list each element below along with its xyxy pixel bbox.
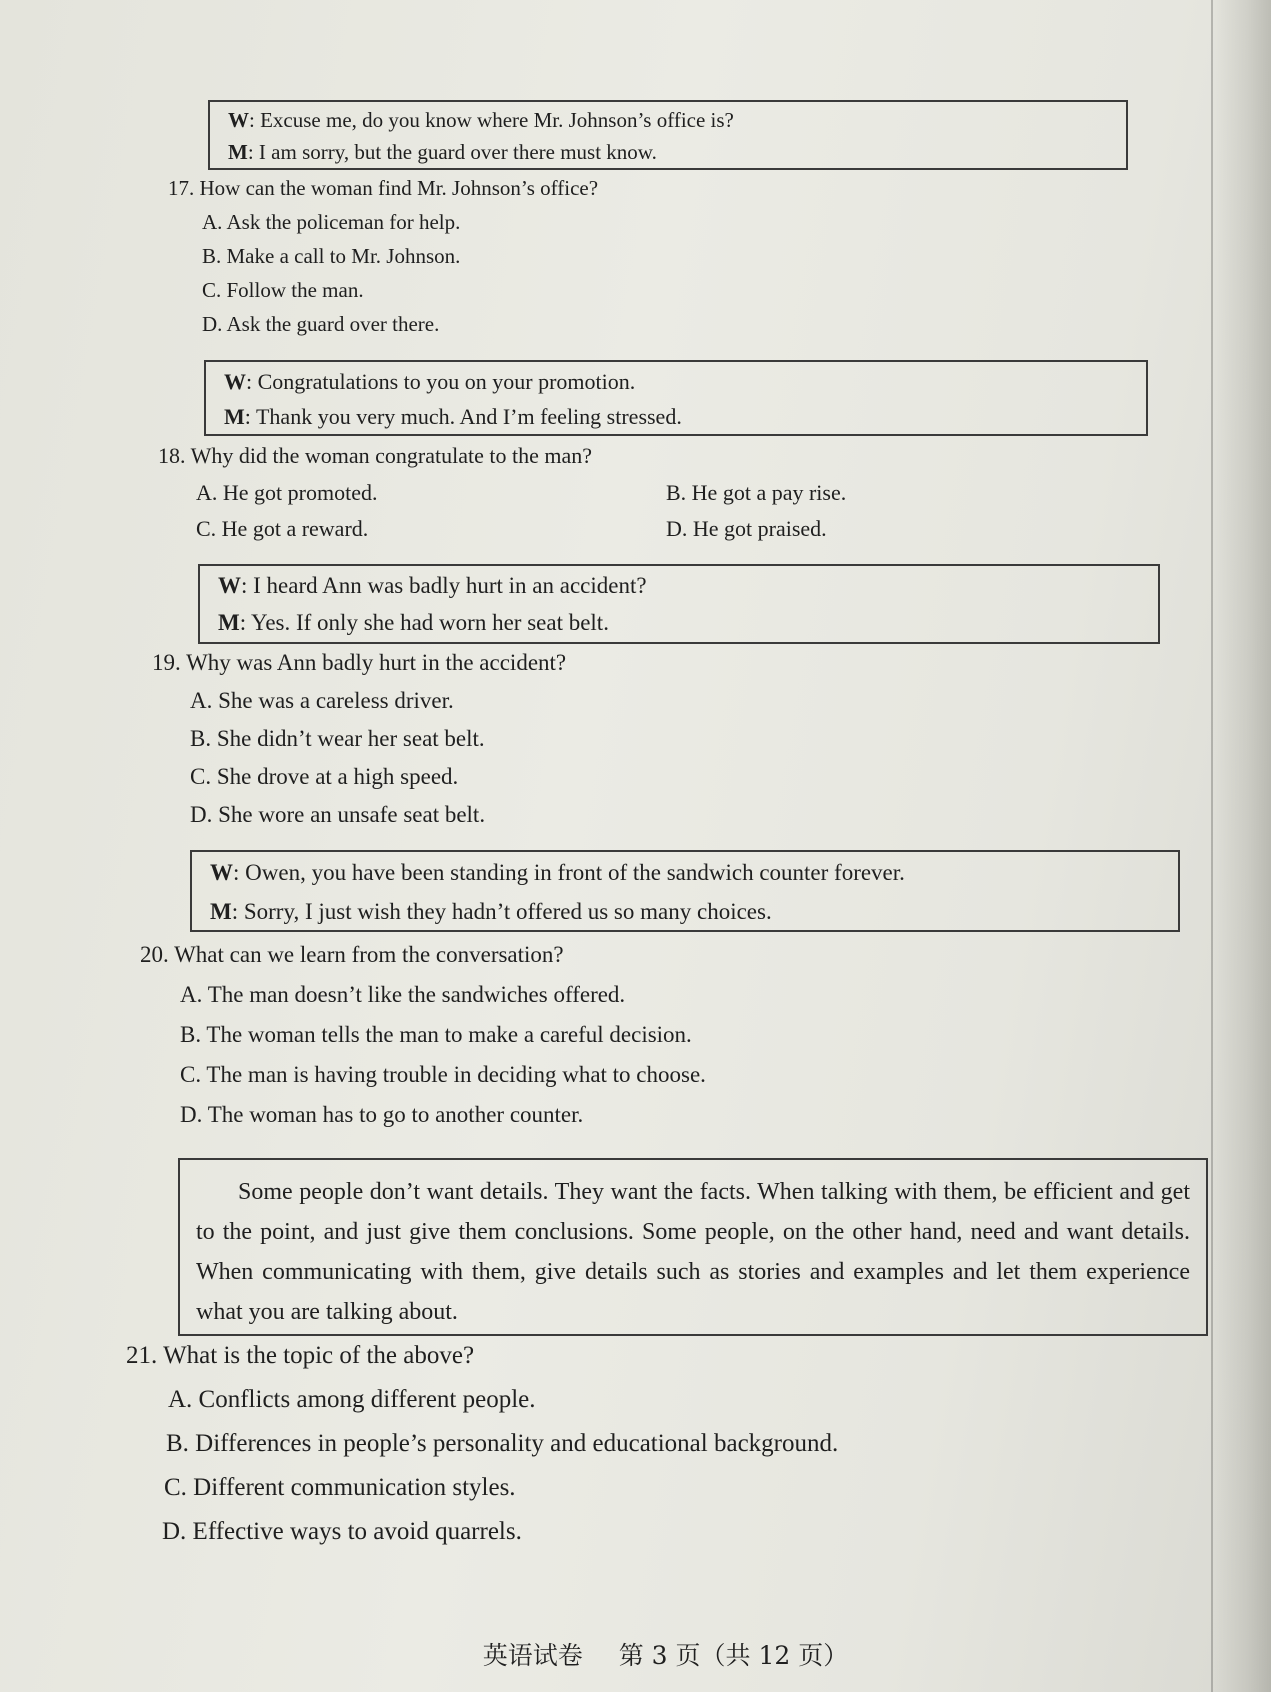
option: B. He got a pay rise. (666, 480, 847, 505)
speaker-w: W (228, 108, 249, 132)
question-text: What is the topic of the above? (163, 1342, 475, 1369)
dialogue-text: Excuse me, do you know where Mr. Johnson’s office is? (260, 108, 734, 132)
option: C. Follow the man. (202, 278, 364, 302)
dialogue-line-w: W: Congratulations to you on your promotion. (224, 369, 636, 394)
dialogue-text: Thank you very much. And I’m feeling stressed. (255, 404, 682, 429)
dialogue-text: Owen, you have been standing in front of the sandwich counter forever. (245, 860, 905, 885)
question-number: 18. (158, 443, 186, 468)
option: D. Effective ways to avoid quarrels. (162, 1518, 522, 1545)
option: A. Ask the policeman for help. (202, 210, 461, 234)
question-number: 17. (168, 176, 195, 200)
question-21 (126, 1342, 474, 1370)
dialogue-line-w: W: Owen, you have been standing in front of the sandwich counter forever. (210, 860, 905, 885)
passage-text: Some people don’t want details. They want the facts. When talking with them, be efficient and get to the point, and just give them conclusions. Some people, on the other hand, need and want details. When communicating with them, give details such as stories and examples and let them experience what you are talking about. (196, 1179, 1190, 1325)
option: B. Make a call to Mr. Johnson. (202, 244, 461, 268)
dialogue-line-m: M: Yes. If only she had worn her seat belt. (218, 610, 609, 635)
listening-passage-box (178, 1158, 1208, 1336)
question-19 (152, 650, 566, 676)
option: D. Ask the guard over there. (202, 312, 440, 336)
option: A. He got promoted. (196, 480, 378, 505)
speaker-m: M (218, 610, 240, 635)
option: A. Conflicts among different people. (168, 1386, 536, 1413)
speaker-m: M (210, 899, 232, 924)
dialogue-box-4 (190, 850, 1180, 932)
question-text: How can the woman find Mr. Johnson’s office? (199, 176, 599, 200)
option: C. He got a reward. (196, 516, 369, 541)
option: A. She was a careless driver. (190, 688, 454, 713)
speaker-m: M (228, 140, 248, 164)
footer-page-number: 第 3 页（共 12 页） (618, 1641, 849, 1670)
page-footer (0, 1636, 1271, 1672)
question-20 (140, 942, 564, 968)
speaker-w: W (224, 369, 246, 394)
dialogue-line-w: W: I heard Ann was badly hurt in an accident? (218, 573, 647, 598)
option: C. The man is having trouble in deciding what to choose. (180, 1062, 706, 1087)
dialogue-box-1 (208, 100, 1128, 170)
option: A. The man doesn’t like the sandwiches offered. (180, 982, 626, 1007)
question-18 (158, 443, 592, 469)
option: B. Differences in people’s personality and educational background. (166, 1430, 839, 1457)
dialogue-text: I heard Ann was badly hurt in an accident? (253, 573, 647, 598)
dialogue-text: Sorry, I just wish they hadn’t offered us so many choices. (243, 899, 772, 924)
page-edge-line (1211, 0, 1213, 1692)
dialogue-box-3 (198, 564, 1160, 644)
dialogue-text: I am sorry, but the guard over there must know. (258, 140, 657, 164)
dialogue-line-m: M: Thank you very much. And I’m feeling stressed. (224, 404, 682, 429)
speaker-m: M (224, 404, 245, 429)
option: C. Different communication styles. (164, 1474, 516, 1501)
question-number: 21. (126, 1342, 158, 1369)
dialogue-box-2 (204, 360, 1148, 436)
question-number: 19. (152, 650, 181, 675)
option: D. He got praised. (666, 516, 827, 541)
question-text: Why was Ann badly hurt in the accident? (186, 650, 567, 675)
option: B. The woman tells the man to make a careful decision. (180, 1022, 692, 1047)
dialogue-line-m: M: I am sorry, but the guard over there must know. (228, 140, 657, 164)
question-17 (168, 176, 598, 201)
option: D. She wore an unsafe seat belt. (190, 802, 486, 827)
question-text: Why did the woman congratulate to the man? (190, 443, 592, 468)
page-shadow (1211, 0, 1271, 1692)
option: C. She drove at a high speed. (190, 764, 459, 789)
dialogue-line-m: M: Sorry, I just wish they hadn’t offered us so many choices. (210, 899, 772, 924)
question-text: What can we learn from the conversation? (174, 942, 564, 967)
dialogue-text: Congratulations to you on your promotion. (257, 369, 636, 394)
footer-subject: 英语试卷 (482, 1641, 583, 1670)
speaker-w: W (210, 860, 233, 885)
dialogue-line-w: W: Excuse me, do you know where Mr. Johnson’s office is? (228, 108, 734, 132)
option: B. She didn’t wear her seat belt. (190, 726, 485, 751)
dialogue-text: Yes. If only she had worn her seat belt. (251, 610, 609, 635)
option: D. The woman has to go to another counter. (180, 1102, 584, 1127)
speaker-w: W (218, 573, 241, 598)
question-number: 20. (140, 942, 169, 967)
